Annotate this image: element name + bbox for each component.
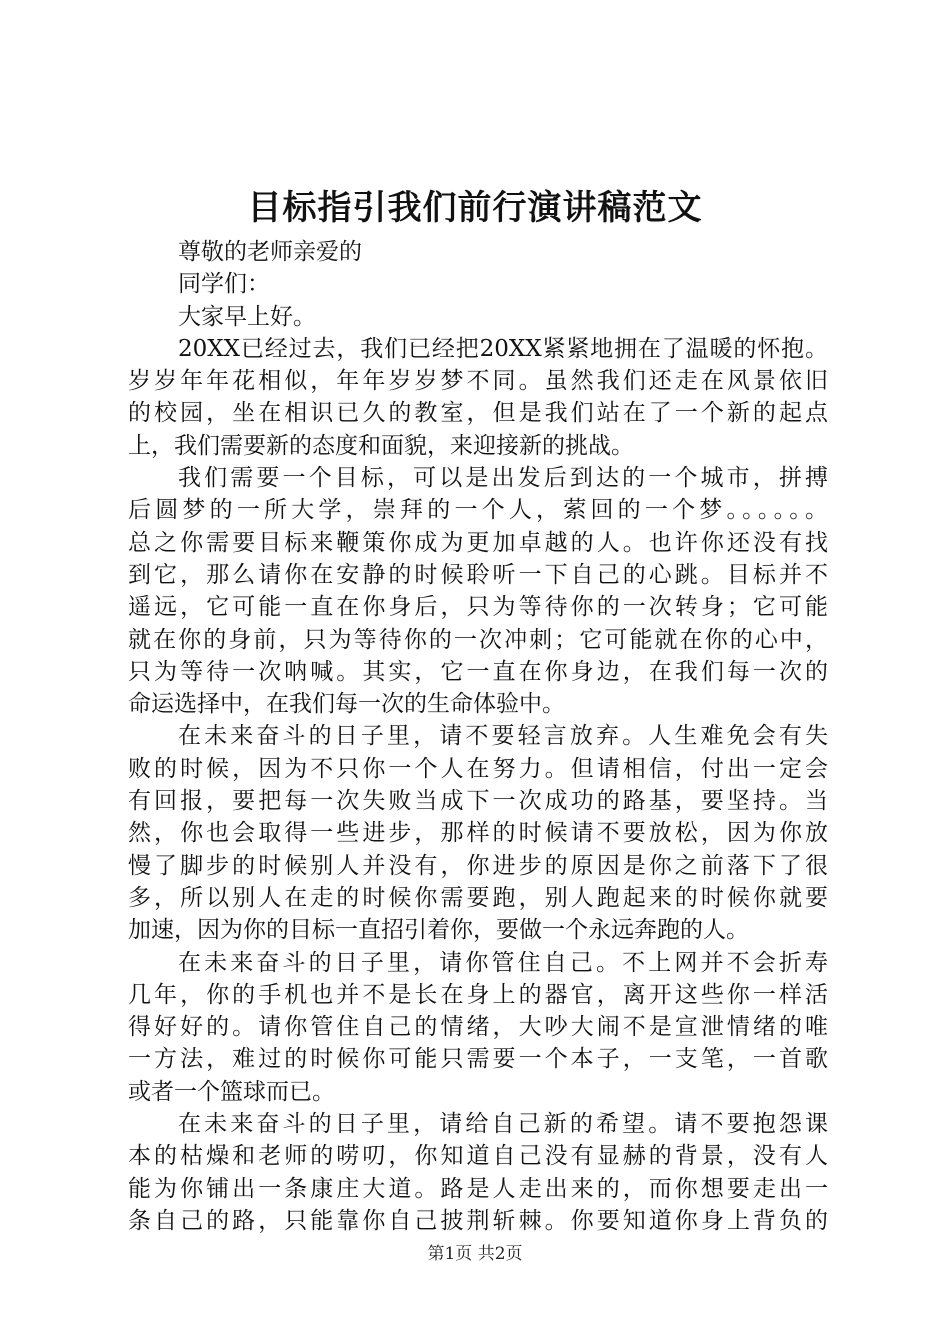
paragraph-line: 到它，那么请你在安静的时候聆听一下自己的心跳。目标并不 bbox=[128, 561, 828, 588]
paragraph-line: 只为等待一次呐喊。其实，它一直在你身边，在我们每一次的 bbox=[128, 658, 828, 685]
paragraph-line: 20XX已经过去，我们已经把20XX紧紧地拥在了温暖的怀抱。 bbox=[178, 335, 828, 362]
paragraph-line: 条自己的路，只能靠你自己披荆斩棘。你要知道你身上背负的 bbox=[128, 1207, 828, 1234]
paragraph-line: 遥远，它可能一直在你身后，只为等待你的一次转身；它可能 bbox=[128, 594, 828, 621]
document-body bbox=[128, 236, 828, 1237]
paragraph-line: 岁岁年年花相似，年年岁岁梦不同。虽然我们还走在风景依旧 bbox=[128, 368, 828, 395]
paragraph-line: 命运选择中，在我们每一次的生命体验中。 bbox=[128, 691, 565, 718]
paragraph-line: 在未来奋斗的日子里，请给自己新的希望。请不要抱怨课 bbox=[178, 1111, 828, 1138]
paragraph-line: 在未来奋斗的日子里，请不要轻言放弃。人生难免会有失 bbox=[178, 723, 828, 750]
paragraph-line: 的校园，坐在相识已久的教室，但是我们站在了一个新的起点 bbox=[128, 400, 828, 427]
paragraph-line: 或者一个篮球而已。 bbox=[128, 1078, 335, 1105]
paragraph-line: 得好好的。请你管住自己的情绪，大吵大闹不是宣泄情绪的唯 bbox=[128, 1014, 828, 1041]
salutation-line: 同学们： bbox=[178, 271, 270, 298]
paragraph-line: 加速，因为你的目标一直招引着你，要做一个永远奔跑的人。 bbox=[128, 917, 749, 944]
paragraph-line: 上，我们需要新的态度和面貌，来迎接新的挑战。 bbox=[128, 432, 634, 459]
paragraph-line: 能为你铺出一条康庄大道。路是人走出来的，而你想要走出一 bbox=[128, 1175, 828, 1202]
paragraph-line: 就在你的身前，只为等待你的一次冲刺；它可能就在你的心中， bbox=[128, 626, 828, 653]
paragraph-line: 本的枯燥和老师的唠叨，你知道自己没有显赫的背景，没有人 bbox=[128, 1143, 828, 1170]
paragraph-line: 有回报，要把每一次失败当成下一次成功的路基，要坚持。当 bbox=[128, 788, 828, 815]
paragraph-line: 在未来奋斗的日子里，请你管住自己。不上网并不会折寿 bbox=[178, 949, 828, 976]
paragraph-line: 多，所以别人在走的时候你需要跑，别人跑起来的时候你就要 bbox=[128, 884, 828, 911]
paragraph-line: 然，你也会取得一些进步，那样的时候请不要放松，因为你放 bbox=[128, 820, 828, 847]
paragraph-line: 后圆梦的一所大学，崇拜的一个人，萦回的一个梦。。。。。。 bbox=[128, 497, 828, 524]
greeting-line: 大家早上好。 bbox=[178, 303, 316, 330]
paragraph-line: 一方法，难过的时候你可能只需要一个本子，一支笔，一首歌 bbox=[128, 1046, 828, 1073]
salutation-line: 尊敬的老师亲爱的 bbox=[178, 239, 362, 265]
document-title: 目标指引我们前行演讲稿范文 bbox=[247, 188, 703, 228]
paragraph-line: 慢了脚步的时候别人并没有，你进步的原因是你之前落下了很 bbox=[128, 852, 828, 879]
paragraph-line: 总之你需要目标来鞭策你成为更加卓越的人。也许你还没有找 bbox=[128, 529, 828, 556]
page-footer: 第1页 共2页 bbox=[427, 1244, 523, 1264]
paragraph-line: 几年，你的手机也并不是长在身上的器官，离开这些你一样活 bbox=[128, 981, 828, 1008]
paragraph-line: 我们需要一个目标，可以是出发后到达的一个城市，拼搏 bbox=[178, 465, 828, 492]
paragraph-line: 败的时候，因为不只你一个人在努力。但请相信，付出一定会 bbox=[128, 755, 828, 782]
